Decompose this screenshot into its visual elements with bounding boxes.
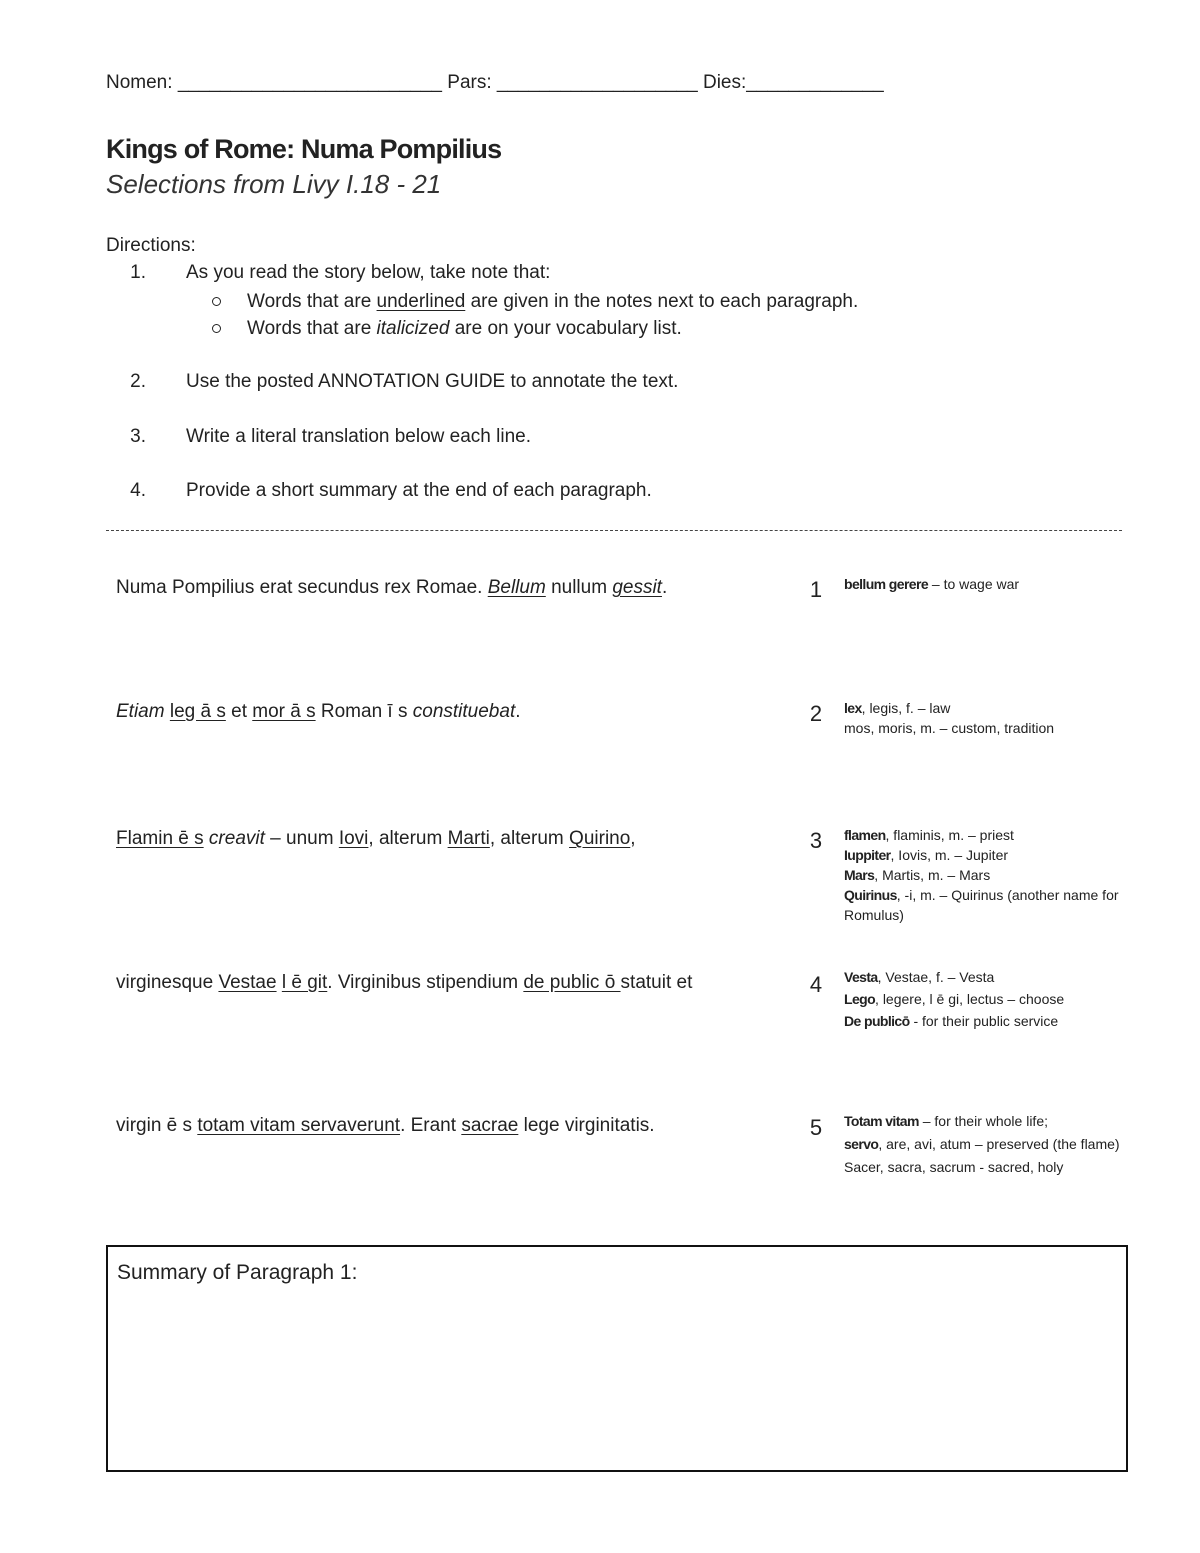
dies-label: Dies: [702, 72, 747, 93]
line-number-2: 2 [809, 701, 823, 726]
line-number-5: 5 [809, 1115, 823, 1140]
vocab-notes-2: lex, legis, f. – law mos, moris, m. – custom, tradition [844, 700, 1055, 736]
italicized-example: italicized [376, 318, 450, 339]
latin-line-2: Etiam leg ā s et mor ā s Roman ī s constituebat. [116, 701, 521, 722]
page-title: Kings of Rome: Numa Pompilius [106, 134, 502, 164]
directions-label: Directions: [106, 235, 196, 256]
bullet-icon [212, 324, 221, 333]
vocab-notes-1: bellum gerere – to wage war [844, 576, 1020, 592]
line-number-3: 3 [809, 828, 823, 853]
latin-line-4: virginesque Vestae l ē git. Virginibus stipendium de public ō statuit et [116, 972, 693, 993]
latin-line-1: Numa Pompilius erat secundus rex Romae. Bellum nullum gessit. [116, 577, 668, 598]
dies-field[interactable]: _____________ [746, 72, 884, 93]
step-text: As you read the story below, take note that: [186, 262, 551, 283]
summary-label: Summary of Paragraph 1: [117, 1261, 358, 1284]
summary-box[interactable] [106, 1245, 1128, 1472]
vocab-notes-3: flamen, flaminis, m. – priest Iuppiter, Iovis, m. – Jupiter Mars, Martis, m. – Mars Quirinus, -i, m. – Quirinus (another name for Romulus) [844, 827, 1119, 923]
bullet-icon [212, 297, 221, 306]
pars-field[interactable]: ___________________ [496, 72, 698, 93]
vocab-notes-5: Totam vitam – for their whole life; servo, are, avi, atum – preserved (the flame) Sacer, sacra, sacrum - sacred, holy [844, 1113, 1120, 1175]
nomen-label: Nomen: [106, 72, 173, 93]
nomen-field[interactable]: _________________________ [177, 72, 442, 93]
line-number-1: 1 [809, 577, 823, 602]
pars-label: Pars: [447, 72, 492, 93]
section-divider [106, 530, 1122, 531]
line-number-4: 4 [809, 972, 823, 997]
page-subtitle: Selections from Livy I.18 - 21 [106, 169, 442, 199]
student-info-header [106, 72, 884, 94]
latin-line-5: virgin ē s totam vitam servaverunt. Erant sacrae lege virginitatis. [116, 1115, 655, 1136]
vocab-notes-4: Vesta, Vestae, f. – Vesta Lego, legere, l ē gi, lectus – choose De publicō - for their public service [844, 969, 1065, 1029]
latin-line-3: Flamin ē s creavit – unum Iovi, alterum Marti, alterum Quirino, [116, 828, 636, 849]
underlined-example: underlined [376, 291, 466, 312]
step-number: 1. [130, 262, 146, 283]
